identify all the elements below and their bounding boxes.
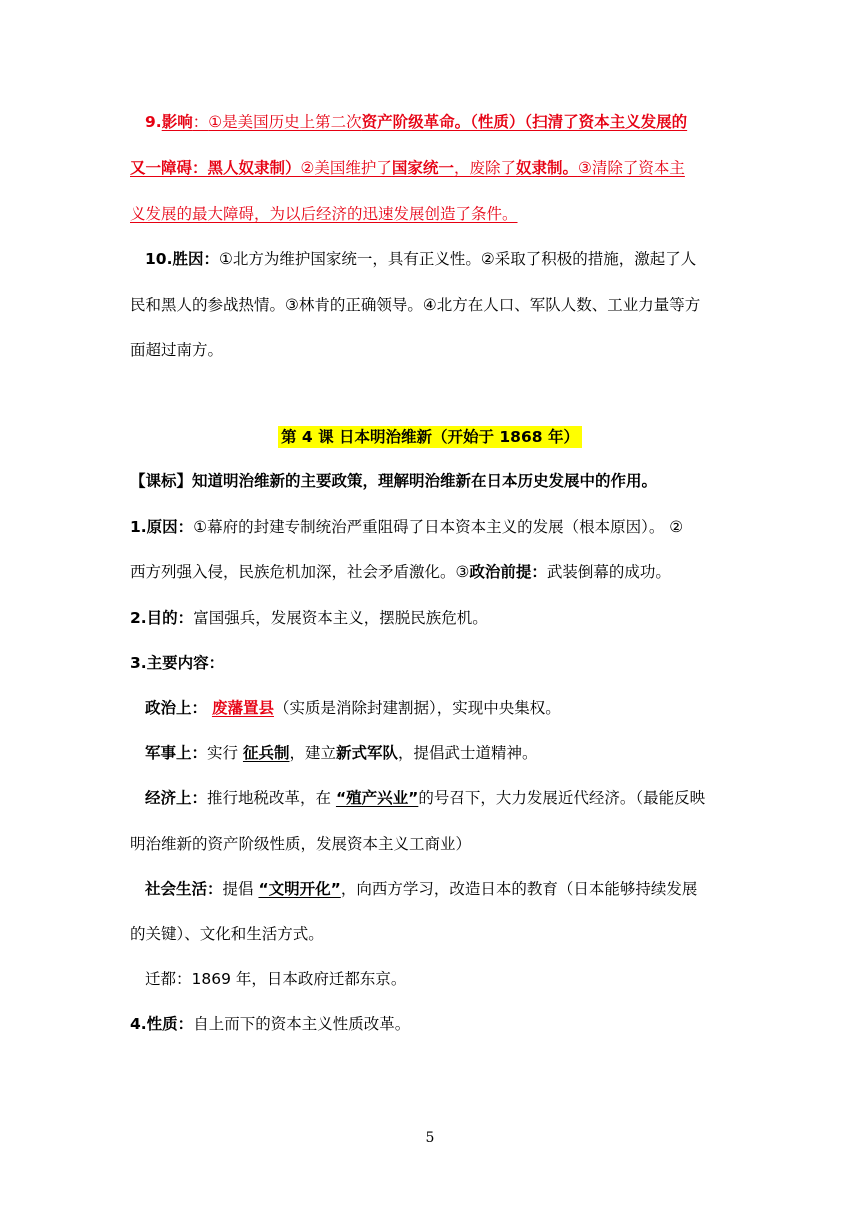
politics-text: （实质是消除封建割据），实现中央集权。 [273, 699, 561, 717]
military-text-1: 实行 [207, 744, 243, 762]
s9-text-1: ①是美国历史上第二次 [208, 113, 362, 131]
s4-label: 4.性质： [130, 1015, 194, 1033]
military-key-2: 新式军队 [335, 744, 398, 762]
economy-line-1 [145, 787, 745, 809]
s9-text-4: ②美国维护了 [300, 159, 392, 177]
military-line [145, 742, 745, 764]
economy-text-1: 推行地税改革，在 [207, 789, 336, 807]
s9-text-2: 资产阶级革命。（性质）（扫清了资本主义发展的 [361, 113, 688, 131]
lesson-title [0, 426, 860, 448]
s10-line-2 [130, 294, 730, 316]
s1-line-1 [130, 516, 730, 538]
s1-text-2b: 政治前提： [469, 563, 547, 581]
military-label: 军事上： [145, 744, 208, 762]
s9-text-3: 又一障碍：黑人奴隶制） [130, 159, 301, 177]
capital-move-line: 迁都：1869 年，日本政府迁都东京。 [145, 970, 407, 988]
s9-line-1 [145, 111, 745, 133]
society-text-1: 提倡 [222, 880, 259, 898]
economy-line-2 [130, 833, 730, 855]
s9-text-6: ，废除了 [453, 159, 516, 177]
economy-text-3: 明治维新的资产阶级性质，发展资本主义工商业） [130, 835, 472, 853]
society-text-2: ，向西方学习，改造日本的教育（日本能够持续发展 [340, 880, 698, 898]
s10-line-1 [145, 248, 745, 270]
society-label: 社会生活： [145, 880, 223, 898]
politics-label: 政治上： [145, 699, 208, 717]
economy-text-2: 的号召下，大力发展近代经济。（最能反映 [418, 789, 706, 807]
military-text-3: ，提倡武士道精神。 [398, 744, 538, 762]
s2-text: 富国强兵，发展资本主义，摆脱民族危机。 [193, 609, 488, 627]
s1-text-1: ①幕府的封建专制统治严重阻碍了日本资本主义的发展（根本原因）。 ② [193, 518, 684, 536]
society-key: “文明开化” [258, 880, 341, 898]
s1-label: 1.原因： [130, 518, 194, 536]
s9-label: 影响 [161, 113, 193, 131]
s10-text-1: ①北方为维护国家统一，具有正义性。②采取了积极的措施，激起了人 [218, 250, 697, 268]
s1-text-2c: 武装倒幕的成功。 [546, 563, 671, 581]
s3-label: 3.主要内容： [130, 654, 225, 672]
society-text-3: 的关键）、文化和生活方式。 [130, 925, 324, 943]
s2-label: 2.目的： [130, 609, 194, 627]
s10-text-2: 民和黑人的参战热情。③林肯的正确领导。④北方在人口、军队人数、工业力量等方 [130, 296, 701, 314]
s10-line-3 [130, 339, 730, 361]
s9-line-2 [130, 157, 730, 179]
s4-text: 自上而下的资本主义性质改革。 [193, 1015, 411, 1033]
s9-text-5: 国家统一 [391, 159, 454, 177]
s9-number: 9. [145, 113, 162, 131]
society-line-2 [130, 923, 730, 945]
military-key: 征兵制 [242, 744, 290, 762]
s10-label: 10.胜因： [145, 250, 219, 268]
s1-line-2 [130, 561, 730, 583]
economy-label: 经济上： [145, 789, 208, 807]
s9-colon: ： [192, 113, 209, 131]
s9-text-9: 义发展的最大障碍，为以后经济的迅速发展创造了条件。 [130, 205, 518, 223]
economy-key: “殖产兴业” [335, 789, 419, 807]
politics-line [145, 697, 745, 719]
s2-line [130, 607, 730, 629]
military-text-2: ，建立 [289, 744, 336, 762]
curriculum-standard: 【课标】知道明治维新的主要政策，理解明治维新在日本历史发展中的作用。 [130, 472, 658, 490]
s4-line [130, 1013, 730, 1035]
lesson-title-text: 第 4 课 日本明治维新（开始于 1868 年） [278, 426, 582, 448]
s1-text-2a: 西方列强入侵，民族危机加深，社会矛盾激化。③ [130, 563, 470, 581]
s9-text-7: 奴隶制。 [515, 159, 578, 177]
society-line-1 [145, 878, 745, 900]
s10-text-3: 面超过南方。 [130, 341, 224, 359]
page-number: 5 [425, 1130, 435, 1146]
politics-key: 废藩置县 [211, 699, 274, 717]
s9-text-8: ③清除了资本主 [577, 159, 685, 177]
s9-line-3 [130, 203, 730, 225]
